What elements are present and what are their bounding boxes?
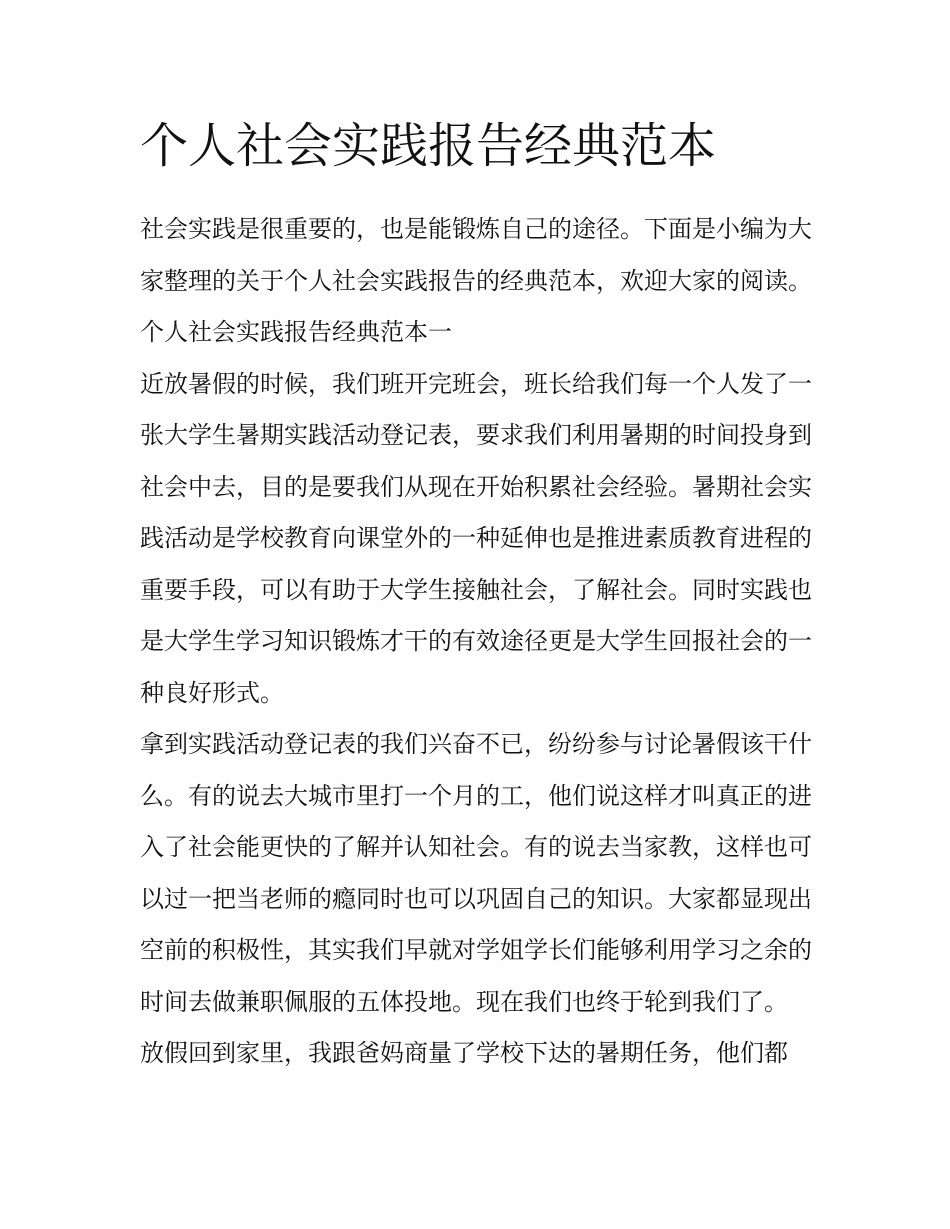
document-title: 个人社会实践报告经典范本: [140, 118, 717, 174]
document-page: [140, 110, 812, 1080]
paragraph-going-home: 放假回到家里，我跟爸妈商量了学校下达的暑期任务，他们都: [140, 1039, 788, 1067]
paragraph-summer-practice: 近放暑假的时候，我们班开完班会，班长给我们每一个人发了一张大学生暑期实践活动登记表，要求我们利用暑期的时间投身到社会中去，目的是要我们从现在开始积累社会经验。暑期社会实践活动是学校教育向课堂外的一种延伸也是推进素质教育进程的重要手段，可以有助于大学生接触社会，了解社会。同时实践也是大学生学习知识锻炼才干的有效途径更是大学生回报社会的一种良好形式。: [140, 369, 812, 707]
paragraph-intro: 社会实践是很重要的，也是能锻炼自己的途径。下面是小编为大家整理的关于个人社会实践报告的经典范本，欢迎大家的阅读。 个人社会实践报告经典范本一: [140, 215, 812, 346]
paragraph-registration-form: 拿到实践活动登记表的我们兴奋不已，纷纷参与讨论暑假该干什么。有的说去大城市里打一个月的工，他们说这样才叫真正的进入了社会能更快的了解并认知社会。有的说去当家教，这样也可以过一把当老师的瘾同时也可以巩固自己的知识。大家都显现出空前的积极性，其实我们早就对学姐学长们能够利用学习之余的时间去做兼职佩服的五体投地。现在我们也终于轮到我们了。: [140, 730, 812, 1016]
